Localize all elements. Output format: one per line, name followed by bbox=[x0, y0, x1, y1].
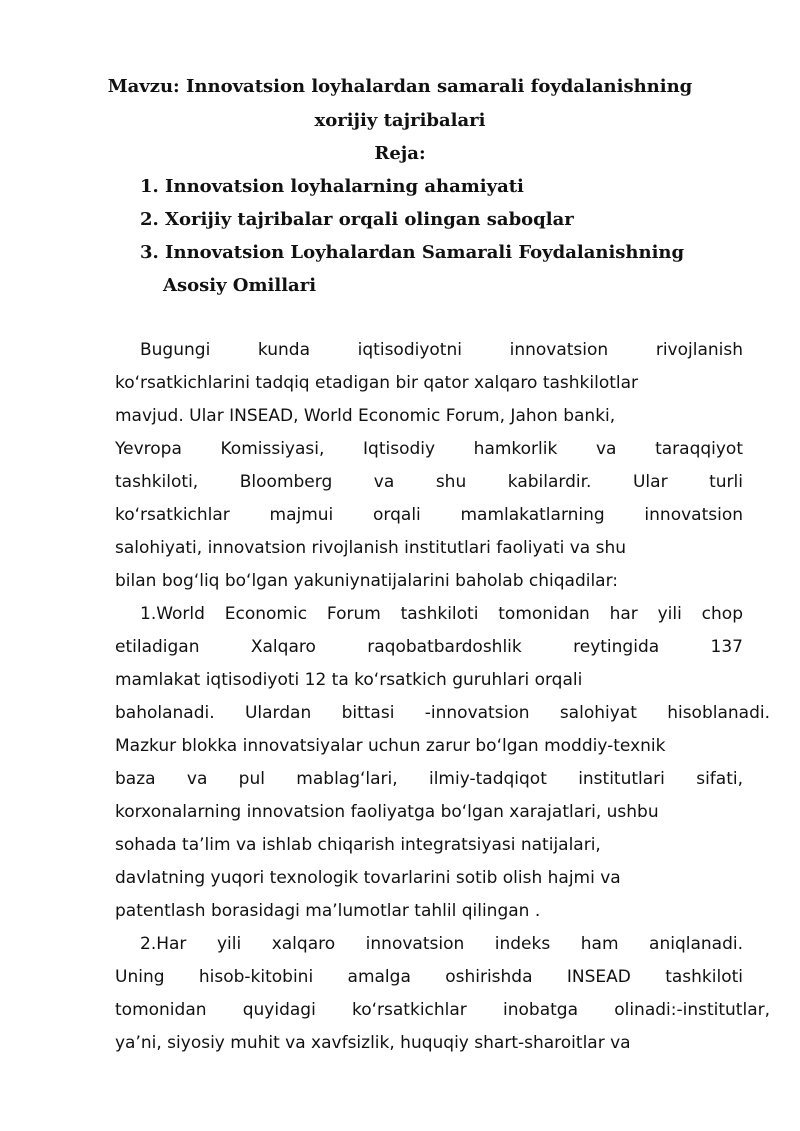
body-line: ko‘rsatkichlarini tadqiq etadigan bir qator xalqaro tashkilotlar bbox=[115, 373, 639, 393]
body-line: 1.World Economic Forum tashkiloti tomonidan har yili chop bbox=[140, 604, 743, 624]
body-line: davlatning yuqori texnologik tovarlarini sotib olish hajmi va bbox=[115, 868, 621, 888]
body-line: baza va pul mablag‘lari, ilmiy-tadqiqot institutlari sifati, bbox=[115, 769, 743, 789]
body-line: tomonidan quyidagi ko‘rsatkichlar inobatga olinadi:-institutlar, bbox=[115, 1000, 770, 1020]
body-line: Mazkur blokka innovatsiyalar uchun zarur bo‘lgan moddiy-texnik bbox=[115, 736, 666, 756]
body-line: sohada ta’lim va ishlab chiqarish integratsiyasi natijalari, bbox=[115, 835, 601, 855]
plan-item-3-continued: Asosiy Omillari bbox=[163, 275, 317, 296]
body-line: patentlash borasidagi ma’lumotlar tahlil qilingan . bbox=[115, 901, 541, 921]
body-line: korxonalarning innovatsion faoliyatga bo‘lgan xarajatlari, ushbu bbox=[115, 802, 659, 822]
body-line: mavjud. Ular INSEAD, World Economic Forum, Jahon banki, bbox=[115, 406, 616, 426]
body-line: Uning hisob-kitobini amalga oshirishda INSEAD tashkiloti bbox=[115, 967, 743, 987]
plan-item-3: 3. Innovatsion Loyhalardan Samarali Foydalanishning bbox=[140, 242, 685, 263]
document-title-line-1: Mavzu: Innovatsion loyhalardan samarali foydalanishning bbox=[107, 76, 693, 97]
body-line: tashkiloti, Bloomberg va shu kabilardir. Ular turli bbox=[115, 472, 743, 492]
body-line: salohiyati, innovatsion rivojlanish institutlari faoliyati va shu bbox=[115, 538, 627, 558]
body-line: Bugungi kunda iqtisodiyotni innovatsion rivojlanish bbox=[140, 340, 743, 360]
body-line: ya’ni, siyosiy muhit va xavfsizlik, huquqiy shart-sharoitlar va bbox=[115, 1033, 631, 1053]
plan-heading: Reja: bbox=[374, 143, 426, 164]
body-line: baholanadi. Ulardan bittasi -innovatsion salohiyat hisoblanadi. bbox=[115, 703, 770, 723]
body-line: 2.Har yili xalqaro innovatsion indeks ham aniqlanadi. bbox=[140, 934, 743, 954]
plan-item-2: 2. Xorijiy tajribalar orqali olingan saboqlar bbox=[140, 209, 574, 230]
body-line: ko‘rsatkichlar majmui orqali mamlakatlarning innovatsion bbox=[115, 505, 743, 525]
body-line: Yevropa Komissiyasi, Iqtisodiy hamkorlik va taraqqiyot bbox=[115, 439, 743, 459]
plan-item-1: 1. Innovatsion loyhalarning ahamiyati bbox=[140, 176, 524, 197]
document-title-line-2: xorijiy tajribalari bbox=[314, 110, 486, 131]
body-line: etiladigan Xalqaro raqobatbardoshlik reytingida 137 bbox=[115, 637, 743, 657]
body-line: bilan bog‘liq bo‘lgan yakuniynatijalarini baholab chiqadilar: bbox=[115, 571, 619, 591]
body-line: mamlakat iqtisodiyoti 12 ta ko‘rsatkich guruhlari orqali bbox=[115, 670, 583, 690]
